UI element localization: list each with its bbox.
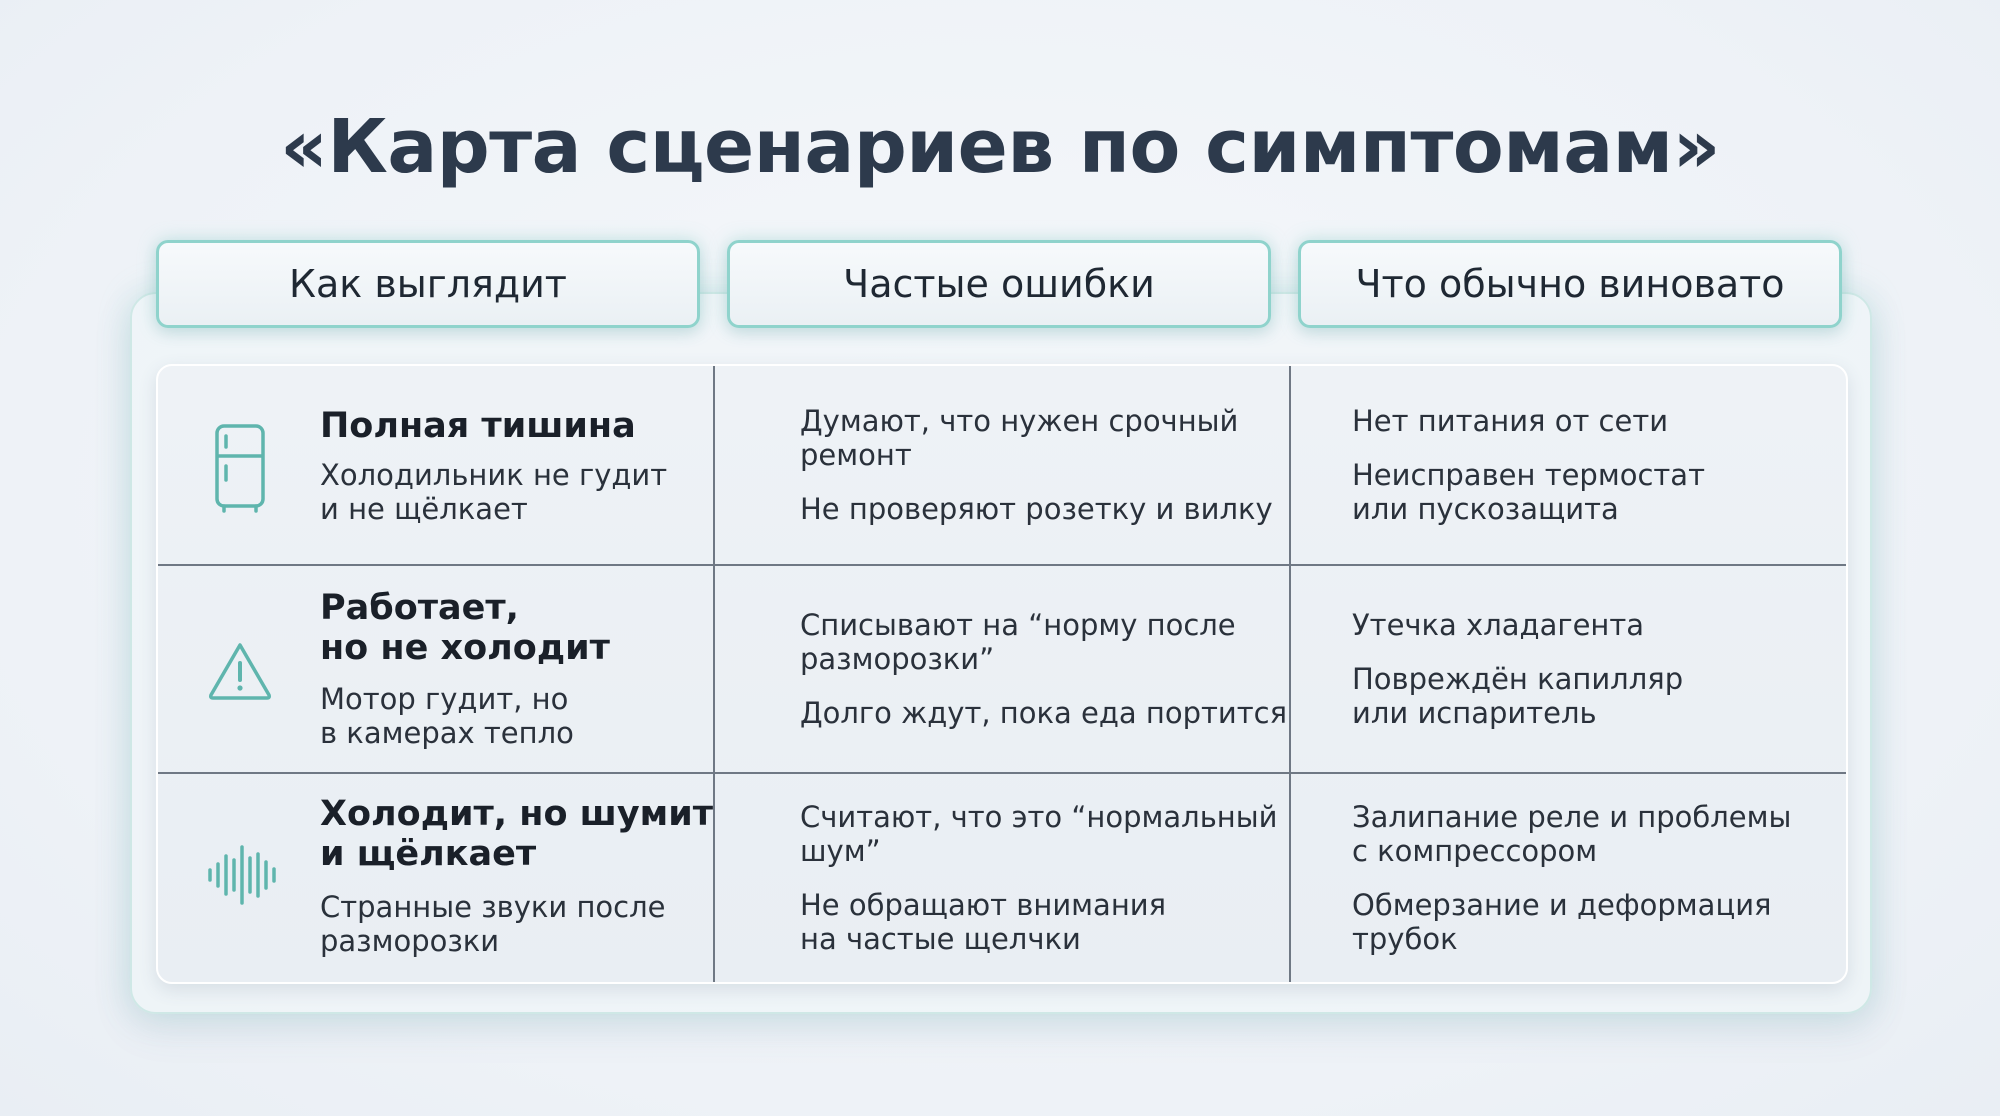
symptom-heading: и щёлкает <box>320 834 537 874</box>
cause-text: Неисправен термостат <box>1352 458 1705 492</box>
symptom-heading: Полная тишина <box>320 406 636 446</box>
column-header-mistakes: Частые ошибки <box>727 240 1271 328</box>
symptom-table <box>156 364 1848 984</box>
cause-text: или пускозащита <box>1352 492 1619 526</box>
symptom-description: и не щёлкает <box>320 492 528 526</box>
cause-text: или испаритель <box>1352 696 1597 730</box>
mistake-text: шум” <box>800 834 881 868</box>
cause-text: Повреждён капилляр <box>1352 662 1684 696</box>
mistake-text: разморозки” <box>800 642 995 676</box>
column-divider <box>1289 366 1291 982</box>
mistake-text: Считают, что это “нормальный <box>800 800 1278 834</box>
mistake-text: Списывают на “норму после <box>800 608 1236 642</box>
cause-text: с компрессором <box>1352 834 1598 868</box>
column-header-causes: Что обычно виновато <box>1298 240 1842 328</box>
symptom-heading: Работает, <box>320 588 519 628</box>
cause-text: Нет питания от сети <box>1352 404 1669 438</box>
symptom-description: Странные звуки после <box>320 890 666 924</box>
refrigerator-icon <box>212 422 268 514</box>
mistake-text: Долго ждут, пока еда портится <box>800 696 1288 730</box>
symptom-description: Мотор гудит, но <box>320 682 569 716</box>
mistake-text: ремонт <box>800 438 912 472</box>
page-title: «Карта сценариев по симптомам» <box>280 104 1720 190</box>
cause-text: Обмерзание и деформация <box>1352 888 1772 922</box>
symptom-heading: но не холодит <box>320 628 610 668</box>
symptom-description: разморозки <box>320 924 500 958</box>
warning-triangle-icon <box>206 640 274 702</box>
row-divider <box>158 772 1846 774</box>
symptom-heading: Холодит, но шумит <box>320 794 714 834</box>
symptom-description: Холодильник не гудит <box>320 458 668 492</box>
mistake-text: Не проверяют розетку и вилку <box>800 492 1273 526</box>
cause-text: трубок <box>1352 922 1458 956</box>
cause-text: Залипание реле и проблемы <box>1352 800 1792 834</box>
row-divider <box>158 564 1846 566</box>
cause-text: Утечка хладагента <box>1352 608 1645 642</box>
mistake-text: Не обращают внимания <box>800 888 1167 922</box>
column-header-appearance: Как выглядит <box>156 240 700 328</box>
mistake-text: Думают, что нужен срочный <box>800 404 1239 438</box>
sound-wave-icon <box>206 844 278 906</box>
column-divider <box>713 366 715 982</box>
symptom-description: в камерах тепло <box>320 716 574 750</box>
mistake-text: на частые щелчки <box>800 922 1081 956</box>
